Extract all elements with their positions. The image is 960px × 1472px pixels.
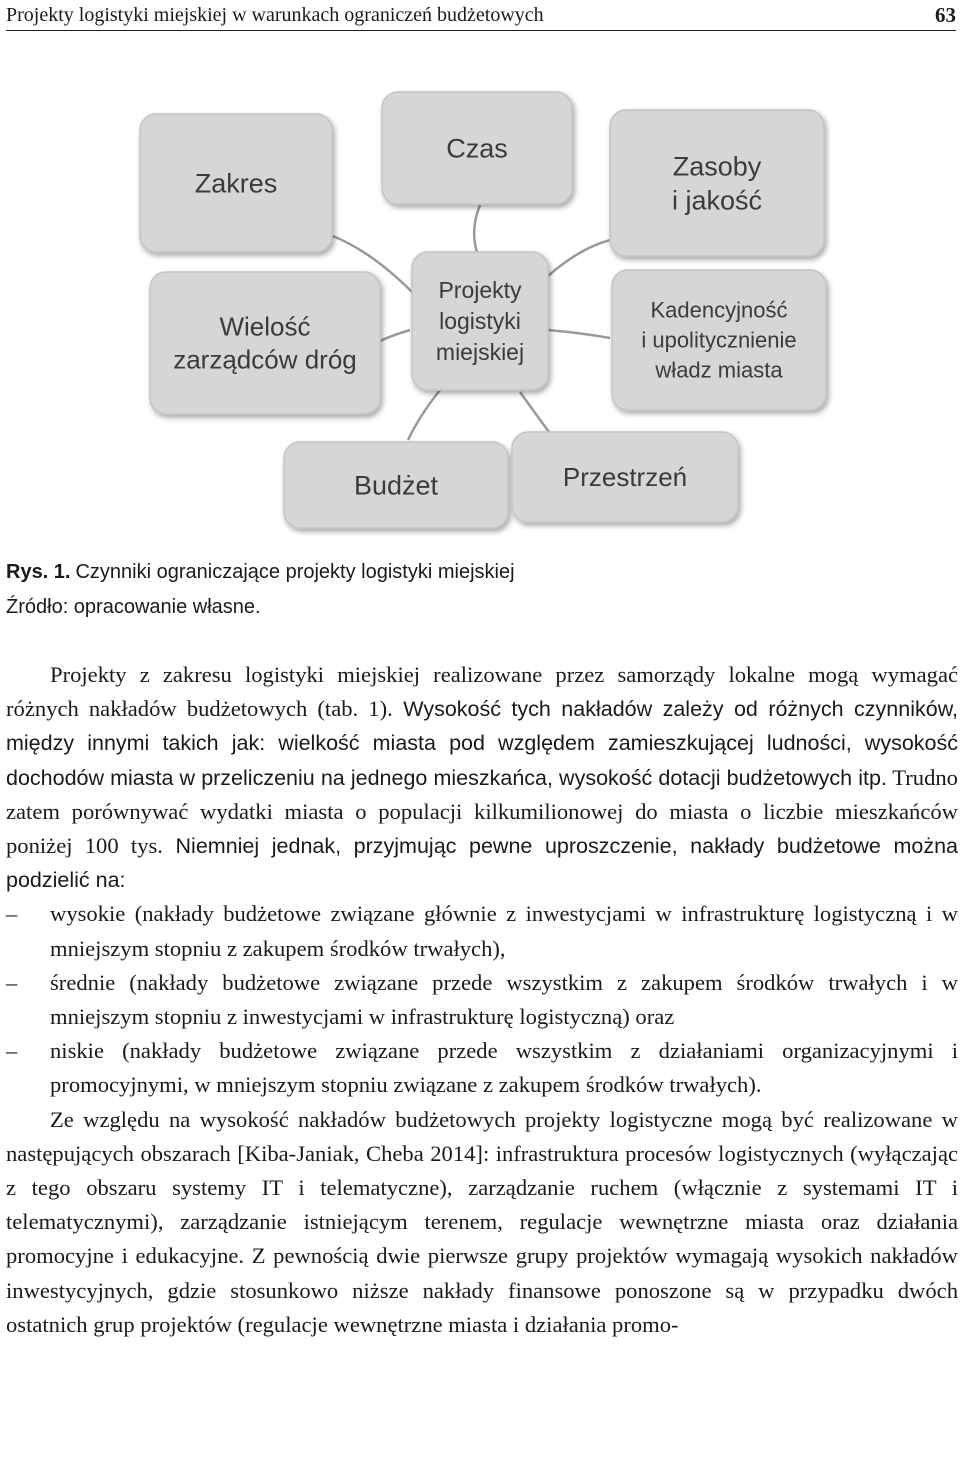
link-budzet <box>408 390 440 440</box>
center-node-label: Projekty <box>438 277 522 304</box>
list-item: – średnie (nakłady budżetowe związane przede wszystkim z zakupem środków trwałych i w mniejszym stopniu z inwestycjami w infrastrukturę logistyczną) oraz <box>50 966 958 1034</box>
node-kadencyjnosc <box>612 270 826 410</box>
node-wielosc-label: Wielość <box>219 311 311 342</box>
node-zakres <box>140 114 332 252</box>
node-wielosc-label: zarządców dróg <box>173 344 357 375</box>
node-kadencyjnosc-label: władz miasta <box>655 357 783 383</box>
link-zasoby <box>548 240 610 276</box>
body-text <box>6 658 958 1342</box>
center-node-label: logistyki <box>439 308 521 335</box>
list-item: – wysokie (nakłady budżetowe związane głównie z inwestycjami w infrastrukturę logistyczną i w mniejszym stopniu z zakupem środków trwałych), <box>50 897 958 965</box>
link-wielosc <box>378 330 410 342</box>
caption-label: Rys. 1. <box>6 561 71 583</box>
running-title: Projekty logistyki miejskiej w warunkach ograniczeń budżetowych <box>6 3 544 26</box>
node-kadencyjnosc-label: Kadencyjność <box>650 297 788 323</box>
node-czas <box>382 92 572 204</box>
figure-diagram <box>0 0 960 560</box>
center-node-label: miejskiej <box>435 339 525 366</box>
node-wielosc-box <box>150 272 380 414</box>
node-przestrzen-label: Przestrzeń <box>562 462 688 493</box>
p1-part-c: Trudno zatem porównywać wydatki miasta o populacji kilkumilionowej do miasta o liczbie mieszkańców poniżej 100 tys. <box>6 764 958 859</box>
node-zakres-label: Zakres <box>194 168 278 199</box>
figure-caption <box>6 561 515 584</box>
link-czas <box>474 205 480 252</box>
node-budzet <box>284 442 508 528</box>
center-node <box>412 252 548 390</box>
node-zasoby-label: i jakość <box>671 185 763 216</box>
node-czas-label: Czas <box>446 133 508 164</box>
node-przestrzen <box>512 432 738 522</box>
diagram-svg <box>0 0 960 560</box>
figure-source: Źródło: opracowanie własne. <box>6 596 261 618</box>
node-zasoby <box>610 110 824 256</box>
caption-text: Czynniki ograniczające projekty logistyki miejskiej <box>75 561 515 583</box>
list-item: – niskie (nakłady budżetowe związane przede wszystkim z działaniami organizacyjnymi i promocyjnymi, w mniejszym stopniu związane z zakupem środków trwałych). <box>50 1034 958 1102</box>
p1-part-a: Projekty z zakresu logistyki miejskiej realizowane przez samorządy lokalne mogą wymagać różnych nakładów budżetowych (tab. 1). <box>6 662 958 722</box>
page-number: 63 <box>935 2 956 27</box>
p1-part-d: Niemniej jednak, przyjmując pewne uproszczenie, nakłady budżetowe można podzielić na: <box>6 834 958 893</box>
budget-list <box>6 897 958 1102</box>
node-wielosc <box>150 272 380 414</box>
link-kadencyjnosc <box>548 330 610 338</box>
node-budzet-label: Budżet <box>353 470 439 501</box>
node-zasoby-label: Zasoby <box>672 151 762 182</box>
paragraph-1 <box>6 658 958 897</box>
p1-part-b: Wysokość tych nakładów zależy od różnych czynników, między innymi takich jak: wielkość miasta pod względem zamieszkującej ludności, wysokość dochodów miasta w przeliczeniu na jednego mieszkańca, wysokość dotacji budżetowych itp. <box>6 697 959 790</box>
node-zasoby-box <box>610 110 824 256</box>
node-kadencyjnosc-label: i upolitycznienie <box>641 327 797 353</box>
paragraph-2: Ze względu na wysokość nakładów budżetowych projekty logistyczne mogą być realizowane w następujących obszarach [Kiba-Janiak, Cheba 2014]: infrastruktura procesów logistycznych (wyłączając z tego obszaru systemy IT i telematyczne), zarządzanie ruchem (włącznie z systemami IT i telematycznymi), zarządzanie istniejącym terenem, regulacje wewnętrzne miasta oraz działania promocyjne i edukacyjne. Z pewnością dwie pierwsze grupy projektów wymagają wysokich nakładów inwestycyjnych, gdzie stosunkowo niższe nakłady finansowe ponoszone są w przypadku dwóch ostatnich grup projektów (regulacje wewnętrzne miasta i działania promo- <box>6 1106 958 1337</box>
